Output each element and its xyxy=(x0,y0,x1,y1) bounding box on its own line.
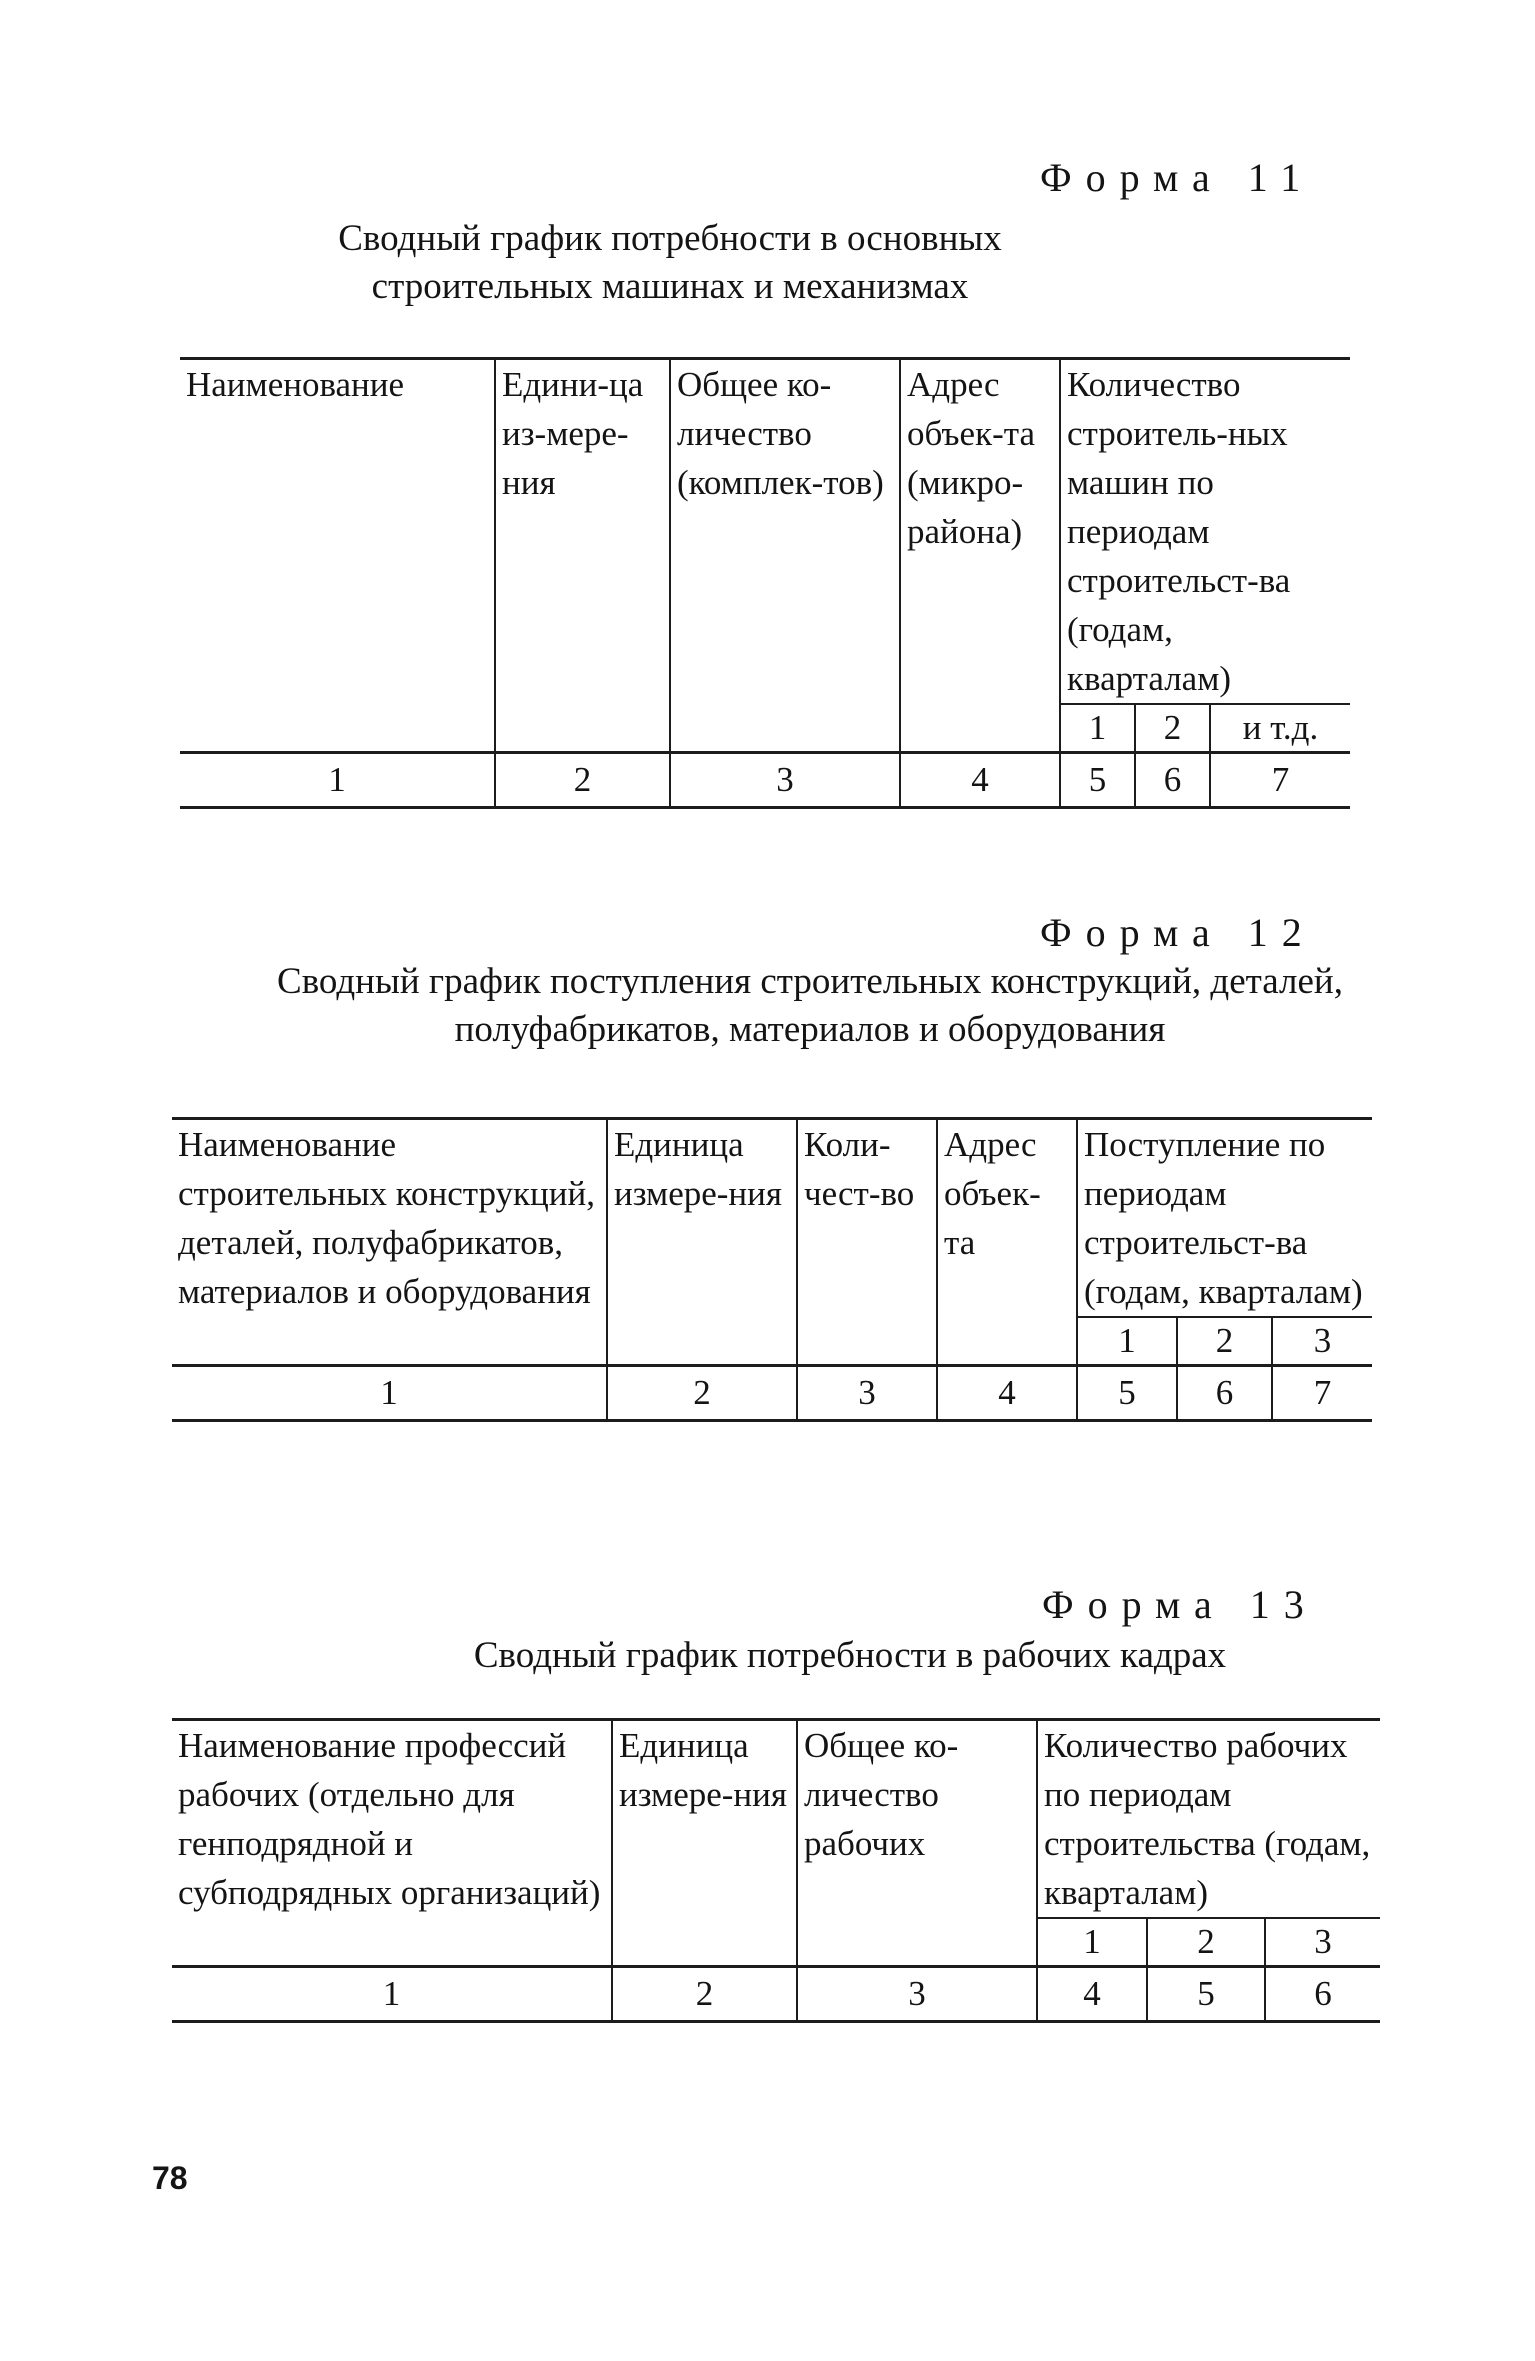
form11-subheader-etc: и т.д. xyxy=(1210,704,1350,753)
form13-table xyxy=(172,1718,1380,2023)
form12-col-number: 5 xyxy=(1077,1366,1177,1421)
form12-subheader-1: 1 xyxy=(1077,1317,1177,1366)
form12-label: Форма 12 xyxy=(1040,910,1316,955)
form13-subheader-1: 1 xyxy=(1037,1918,1147,1967)
form11-col-number: 3 xyxy=(670,753,900,808)
form12-header-periods: Поступление по периодам строительст-ва (годам, кварталам) xyxy=(1077,1119,1372,1318)
form13-label: Форма 13 xyxy=(1042,1582,1318,1627)
form11-header-name: Наименование xyxy=(180,359,495,753)
form12-header-unit: Единица измере-ния xyxy=(607,1119,797,1366)
form12-header-quantity: Коли-чест-во xyxy=(797,1119,937,1366)
form11-header-periods: Количество строитель-ных машин по периодам строительст-ва (годам, кварталам) xyxy=(1060,359,1350,705)
form11-label: Форма 11 xyxy=(1040,155,1315,200)
form12-col-number: 6 xyxy=(1177,1366,1272,1421)
form12-header-address: Адрес объек-та xyxy=(937,1119,1077,1366)
form13-col-number: 2 xyxy=(612,1967,797,2022)
form13-header-periods: Количество рабочих по периодам строительства (годам, кварталам) xyxy=(1037,1720,1380,1919)
form13-header-total: Общее ко-личество рабочих xyxy=(797,1720,1037,1967)
form11-header-unit: Едини-ца из-мере-ния xyxy=(495,359,670,753)
form12-table xyxy=(172,1117,1372,1422)
form11-col-number: 5 xyxy=(1060,753,1135,808)
form11-header-address: Адрес объек-та (микро-района) xyxy=(900,359,1060,753)
form11-col-number: 2 xyxy=(495,753,670,808)
form11-col-number: 4 xyxy=(900,753,1060,808)
form11-subheader-1: 1 xyxy=(1060,704,1135,753)
form13-col-number: 3 xyxy=(797,1967,1037,2022)
form13-header-unit: Единица измере-ния xyxy=(612,1720,797,1967)
form12-col-number: 3 xyxy=(797,1366,937,1421)
form11-col-number: 7 xyxy=(1210,753,1350,808)
form12-col-number: 7 xyxy=(1272,1366,1372,1421)
form13-col-number: 6 xyxy=(1265,1967,1380,2022)
form13-subheader-2: 2 xyxy=(1147,1918,1265,1967)
form13-col-number: 4 xyxy=(1037,1967,1147,2022)
form13-subheader-3: 3 xyxy=(1265,1918,1380,1967)
form12-header-name: Наименование строительных конструкций, деталей, полуфабрикатов, материалов и оборудования xyxy=(172,1119,607,1366)
form13-col-number: 5 xyxy=(1147,1967,1265,2022)
form11-col-number: 6 xyxy=(1135,753,1210,808)
form12-subheader-3: 3 xyxy=(1272,1317,1372,1366)
form12-col-number: 4 xyxy=(937,1366,1077,1421)
form12-col-number: 2 xyxy=(607,1366,797,1421)
form13-header-name: Наименование профессий рабочих (отдельно для генподрядной и субподрядных организаций) xyxy=(172,1720,612,1967)
form11-subheader-2: 2 xyxy=(1135,704,1210,753)
form12-title: Сводный график поступления строительных конструкций, деталей, полуфабрикатов, материалов и оборудования xyxy=(277,961,1343,1050)
form12-subheader-2: 2 xyxy=(1177,1317,1272,1366)
form13-title: Сводный график потребности в рабочих кадрах xyxy=(473,1635,1227,1676)
form12-col-number: 1 xyxy=(172,1366,607,1421)
page-number: 78 xyxy=(152,2160,188,2196)
form11-col-number: 1 xyxy=(180,753,495,808)
form13-col-number: 1 xyxy=(172,1967,612,2022)
form11-table xyxy=(180,357,1350,809)
form11-title: Сводный график потребности в основных строительных машинах и механизмах xyxy=(338,218,1002,307)
form11-header-total: Общее ко-личество (комплек-тов) xyxy=(670,359,900,753)
